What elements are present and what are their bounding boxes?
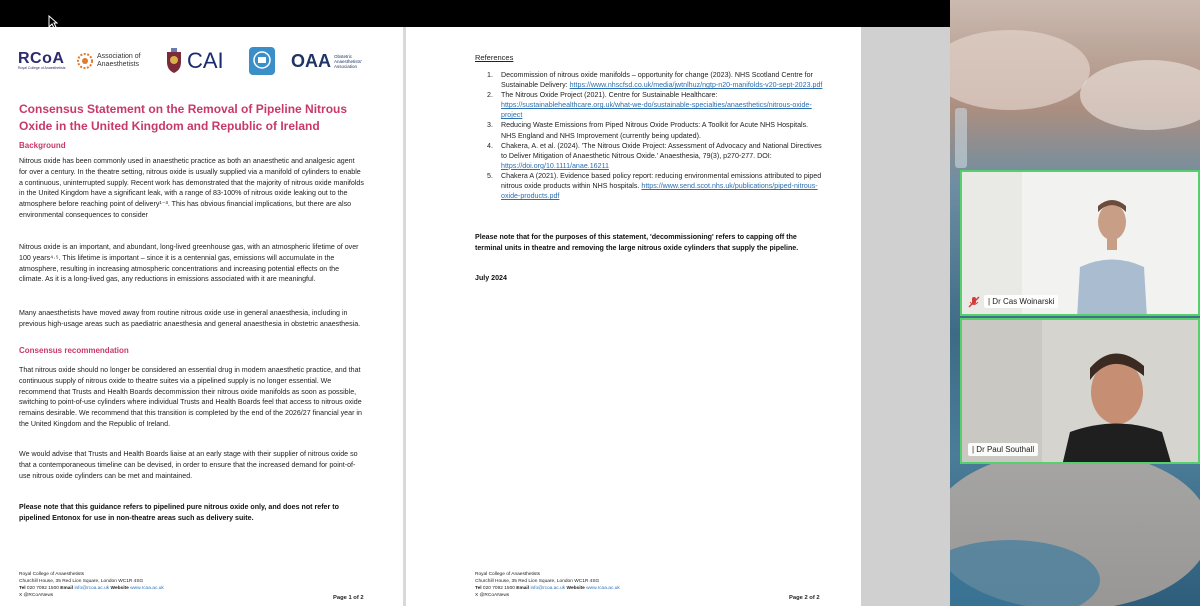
oaa-logo-subtext: Obstetric Anaesthetists' Association xyxy=(334,53,362,69)
footer-email-link[interactable]: info@rcoa.ac.uk xyxy=(530,586,566,591)
reference-number: 1. xyxy=(487,71,493,79)
background-heading: Background xyxy=(19,141,66,150)
oaa-logo xyxy=(291,42,376,80)
badge-icon xyxy=(248,46,276,76)
reference-text: Chakera A (2021). Evidence based policy report: reducing environmental emissions attributed to piped nitrous oxide products within NHS hospitals. xyxy=(501,171,822,191)
consensus-heading: Consensus recommendation xyxy=(19,346,129,355)
reference-link[interactable]: https://doi.org/10.1111/anae.16211 xyxy=(501,161,609,170)
reference-number: 4. xyxy=(487,141,493,150)
background-paragraph-3: Many anaesthetists have moved away from routine nitrous oxide use in general anaesthesia, including in previous high-usage areas such as paediatric anaesthesia and general anaesthesia in obstetric anaesthesia. xyxy=(19,309,361,328)
reference-text: Chakera, A. et al. (2024). 'The Nitrous Oxide Project: Assessment of Advocacy and National Directives to Deliver Mitigation of Anaesthetic Nitrous Oxide.' Anaesthesia, 79(3), p270-277. DOI: xyxy=(501,141,822,160)
footer-website-label: Website xyxy=(566,586,585,591)
page-number-2: Page 2 of 2 xyxy=(789,595,820,601)
video-tile-cas-woinarski[interactable] xyxy=(960,170,1200,316)
references-list xyxy=(475,70,825,201)
rcoa-logo-text: RCoA xyxy=(18,50,65,67)
page1-footer xyxy=(19,571,164,599)
reference-item xyxy=(475,171,825,201)
consensus-note: Please note that this guidance refers to pipelined pure nitrous oxide only, and does not refer to pipelined Entonox for use in non-theatre areas such as delivery suite. xyxy=(19,503,339,522)
footer-address: Churchill House, 35 Red Lion Square, London WC1R 4SG xyxy=(475,579,600,584)
cai-crest-icon xyxy=(164,48,184,74)
logo-row xyxy=(18,42,398,80)
document-title: Consensus Statement on the Removal of Pipeline Nitrous Oxide in the United Kingdom and Republic of Ireland xyxy=(19,102,348,133)
reference-text: The Nitrous Oxide Project (2021). Centre for Sustainable Healthcare: xyxy=(501,91,718,100)
irish-college-logo xyxy=(248,42,276,80)
aa-logo-text: Association of Anaesthetists xyxy=(97,53,141,68)
footer-contact xyxy=(475,585,620,592)
footer-social: X @RCoANews xyxy=(19,593,54,598)
rcoa-logo xyxy=(18,42,65,80)
footer-contact xyxy=(19,585,164,592)
footer-tel: 020 7092 1500 xyxy=(482,586,515,591)
footer-email-label: Email xyxy=(60,586,74,591)
reference-link[interactable]: https://www.nhscfsd.co.uk/media/jwtnlhuz/ngtp-n20-manifolds-v20-sept-2023.pdf xyxy=(569,81,823,90)
participant-name-tag: | Dr Paul Southall xyxy=(968,443,1038,456)
footer-website-link[interactable]: www.rcoa.ac.uk xyxy=(130,586,164,591)
footer-email-link[interactable]: info@rcoa.ac.uk xyxy=(74,586,110,591)
aa-logo xyxy=(76,42,157,80)
document-page-1 xyxy=(0,27,403,606)
mic-muted-icon xyxy=(968,296,980,308)
viewer-top-bar xyxy=(0,0,950,27)
background-paragraph-1: Nitrous oxide has been commonly used in anaesthetic practice as both an anaesthetic and analgesic agent for over a century. In the theatre setting, nitrous oxide is usually supplied via a manifold of cylinders to enable a continuous, uninterrupted supply. Recent work has demonstrated that the majority of nitrous oxide manifolds in the United Kingdom have a significant leak, with a range of 83-100% of nitrous oxide leaking out to the atmosphere before reaching point of delivery¹⁻³. This has obvious financial implications, but there are also environmental consequences to consider xyxy=(19,157,364,219)
participant-name-tag: | Dr Cas Woinarski xyxy=(984,295,1058,308)
aa-emblem-icon xyxy=(76,52,94,70)
reference-link[interactable]: https://sustainablehealthcare.org.uk/what-we-do/sustainable-specialties/anaesthetics/nitrous-oxide-project xyxy=(501,101,812,120)
reference-item xyxy=(475,141,825,171)
footer-org: Royal College of Anaesthetists xyxy=(19,572,85,577)
footer-website-link[interactable]: www.rcoa.ac.uk xyxy=(586,586,620,591)
footer-org: Royal College of Anaesthetists xyxy=(475,572,541,577)
background-paragraph-2: Nitrous oxide is an important, and abundant, long-lived greenhouse gas, with an atmospheric lifetime of over 100 years⁴·⁵. This lifetime is important – since it is a centennial gas, emissions will accumulate in the atmosphere, resulting in increasing atmospheric concentrations and increasing potential effects on the climate. As it is a long-lived gas, any reductions in emissions associated with it are meaningful. xyxy=(19,243,359,284)
decommission-note: Please note that for the purposes of this statement, 'decommissioning' refers to capping off the terminal units in theatre and removing the large nitrous oxide cylinders that supply the pipeline. xyxy=(475,233,799,252)
reference-number: 3. xyxy=(487,121,493,130)
consensus-paragraph-2: We would advise that Trusts and Health Boards liaise at an early stage with their supplier of nitrous oxide so that a contemporaneous timeline can be devised, in order to ensure that the increased demand for point-of-use nitrous oxide cylinders can be met and maintained. xyxy=(19,450,358,480)
page2-footer xyxy=(475,571,620,599)
video-tile-paul-southall[interactable] xyxy=(960,318,1200,464)
page-number-1: Page 1 of 2 xyxy=(333,595,364,601)
reference-item xyxy=(475,70,825,90)
footer-tel: 020 7092 1500 xyxy=(26,586,59,591)
references-heading: References xyxy=(475,53,514,62)
document-page-2 xyxy=(406,27,861,606)
rcoa-logo-subtext: Royal College of Anaesthetists xyxy=(18,66,66,70)
footer-tel-label: Tel xyxy=(475,586,482,591)
reference-number: 2. xyxy=(487,91,493,100)
reference-link[interactable]: https://www.send.scot.nhs.uk/publications/piped-nitrous-oxide-products.pdf xyxy=(501,182,818,201)
consensus-paragraph-1: That nitrous oxide should no longer be considered an essential drug in modern anaesthetic practice, and that continuous supply of nitrous oxide to theatre suites via a pipelined supply is no longer essential. We recommend that Trusts and Health Boards decommission their nitrous oxide manifolds as soon as possible, switching to point-of-use cylinders where individual Trusts and Health Boards feel that access to nitrous oxide remains desirable. We recommend that this transition is completed by the end of the 2026/27 financial year in the United Kingdom and the Republic of Ireland. xyxy=(19,366,362,428)
viewer-margin xyxy=(861,27,950,606)
cai-logo-text: CAI xyxy=(187,48,224,73)
footer-address: Churchill House, 35 Red Lion Square, London WC1R 4SG xyxy=(19,579,144,584)
reference-number: 5. xyxy=(487,171,493,180)
reference-item xyxy=(475,90,825,120)
document-date: July 2024 xyxy=(475,274,507,282)
footer-email-label: Email xyxy=(516,586,530,591)
footer-social: X @RCoANews xyxy=(475,593,510,598)
footer-tel-label: Tel xyxy=(19,586,26,591)
reference-text: Reducing Waste Emissions from Piped Nitrous Oxide Products: A Toolkit for Acute NHS Hospitals. NHS England and NHS Improvement (currently being updated). xyxy=(501,121,809,140)
cai-logo xyxy=(164,42,224,80)
reference-text: Decommission of nitrous oxide manifolds – opportunity for change (2023). NHS Scotland Centre for Sustainable Delivery: xyxy=(501,71,813,90)
oaa-logo-text: OAA xyxy=(291,50,331,71)
footer-website-label: Website xyxy=(110,586,129,591)
reference-item xyxy=(475,120,825,140)
